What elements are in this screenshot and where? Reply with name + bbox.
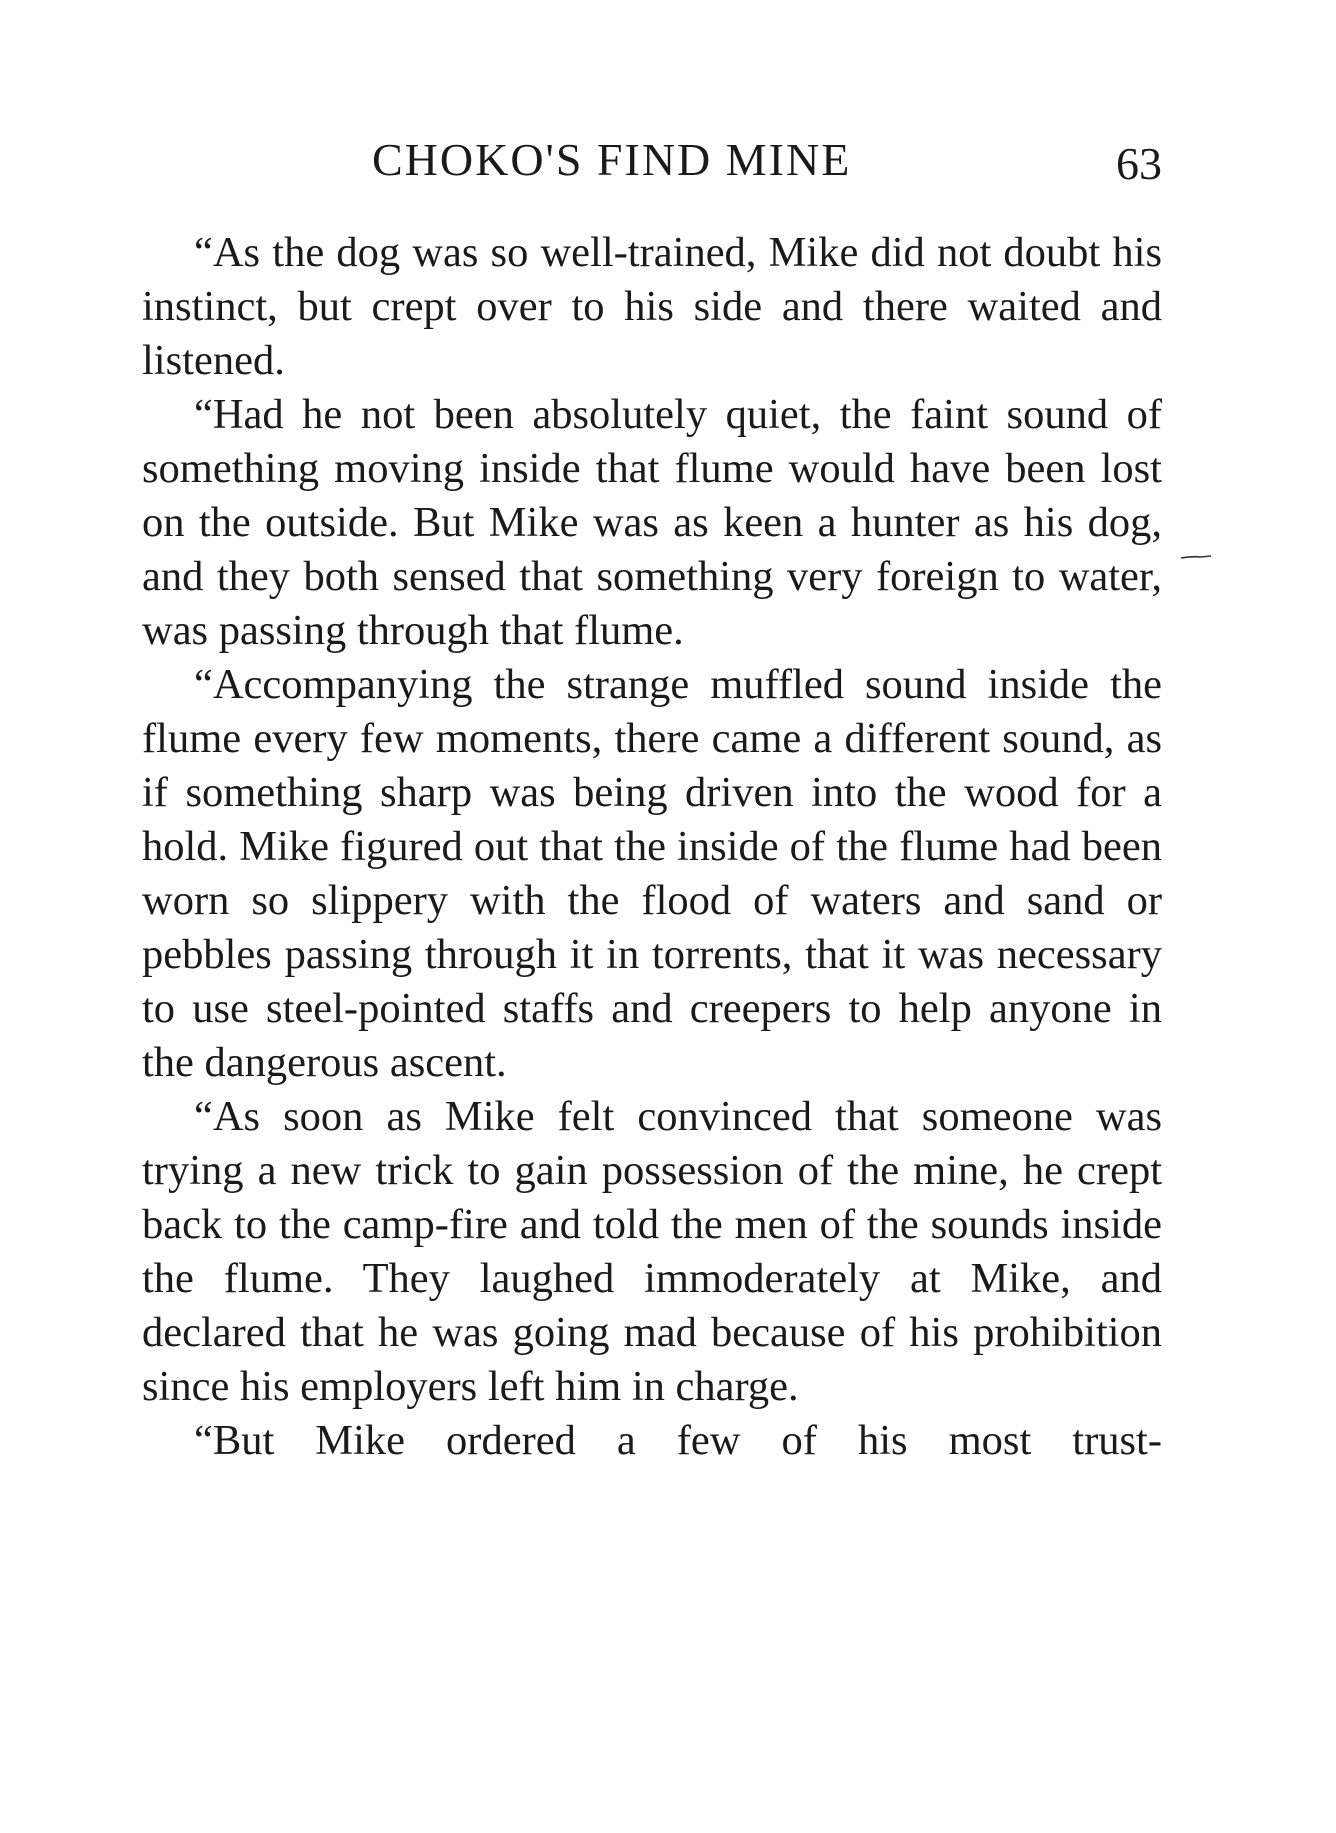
paragraph: “Had he not been absolutely quiet, the faint sound of something moving inside that flume would have been lost on the outside. But Mike was as keen a hunter as his dog, and they both sensed that something very foreign to water, was passing through that flume. [142, 391, 1162, 654]
running-title: CHOKO'S FIND MINE [372, 134, 852, 185]
paragraph: “But Mike ordered a few of his most trust- [194, 1417, 1162, 1464]
running-head [142, 130, 1162, 190]
body-text [142, 226, 1162, 1468]
page-number: 63 [1116, 138, 1162, 189]
paragraph: “As soon as Mike felt convinced that someone was trying a new trick to gain possession of the mine, he crept back to the camp-fire and told the men of the sounds inside the flume. They laughed immoderately at Mike, and declared that he was going mad because of his prohibition since his employers left him in charge. [142, 1093, 1162, 1410]
margin-mark-icon [1180, 554, 1212, 560]
paragraph: “As the dog was so well-trained, Mike did not doubt his instinct, but crept over to his side and there waited and listened. [142, 229, 1162, 384]
paragraph: “Accompanying the strange muffled sound inside the flume every few moments, there came a different sound, as if something sharp was being driven into the wood for a hold. Mike figured out that the inside of the flume had been worn so slippery with the flood of waters and sand or pebbles passing through it in torrents, that it was necessary to use steel-pointed staffs and creepers to help anyone in the dangerous ascent. [142, 661, 1162, 1086]
